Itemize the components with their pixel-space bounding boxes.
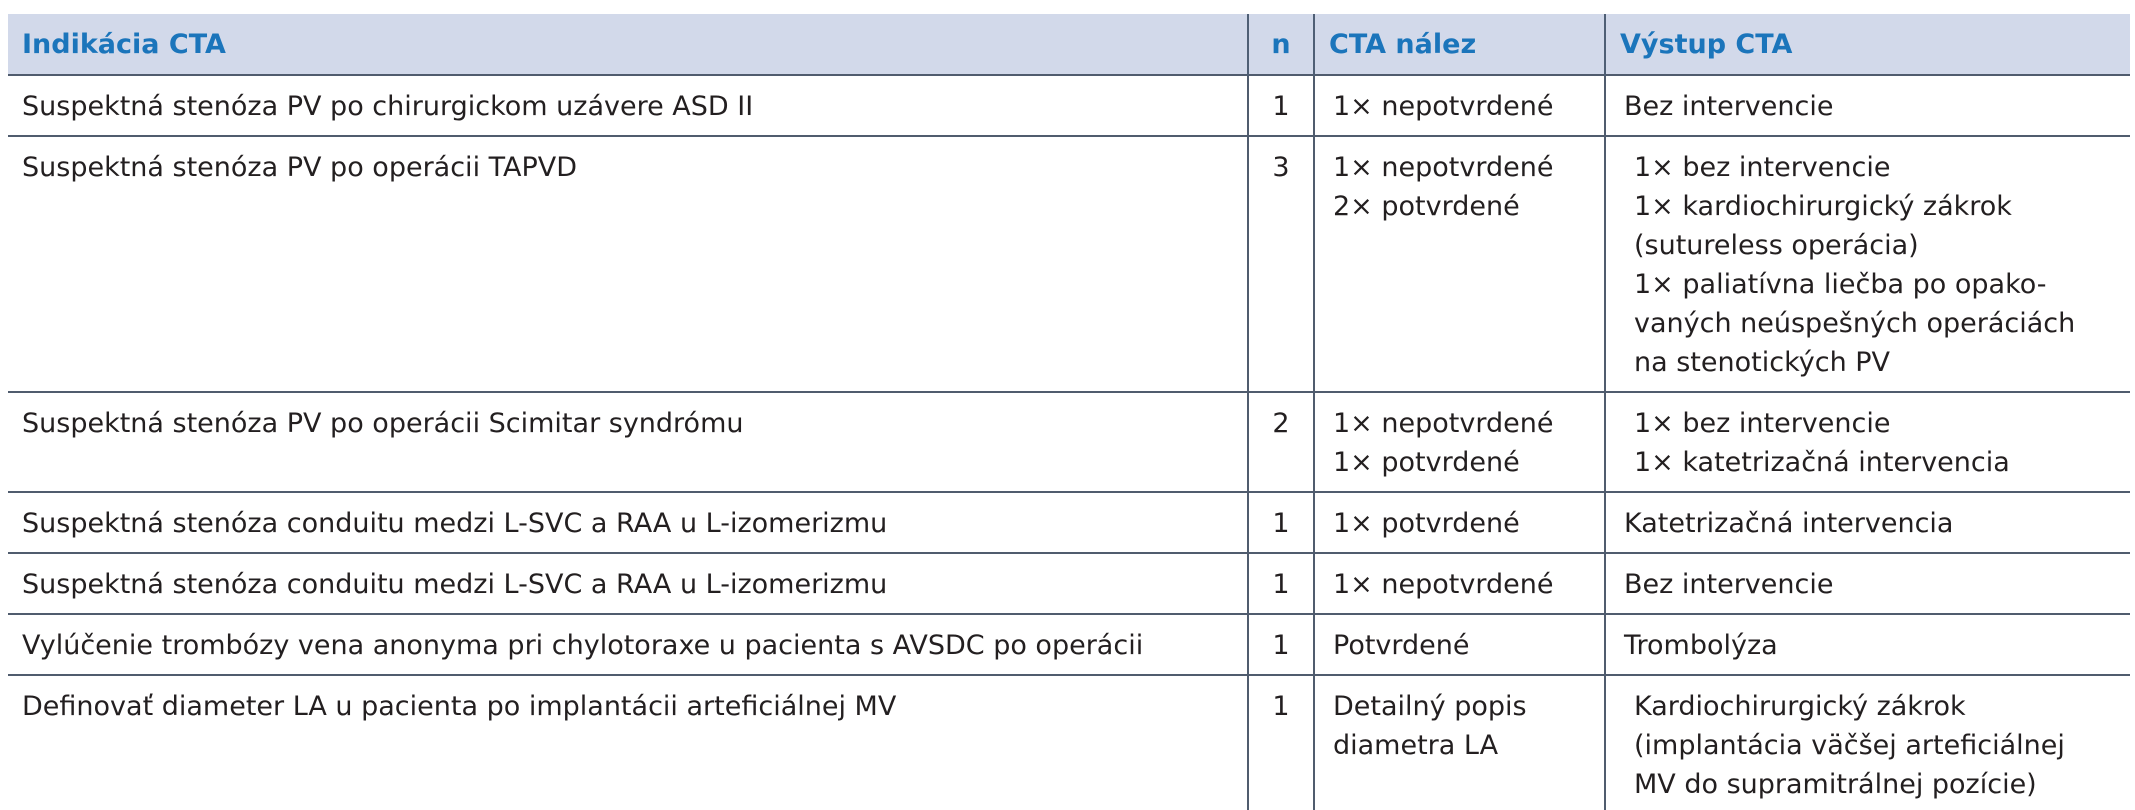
output-line: na stenotických PV xyxy=(1634,347,1891,378)
cell-finding xyxy=(1314,492,1605,553)
output-line: 1× bez intervencie xyxy=(1634,152,1891,183)
finding-line: Detailný popis xyxy=(1333,691,1527,722)
cell-indication: Suspektná stenóza PV po operácii TAPVD xyxy=(8,136,1248,392)
cell-indication: Vylúčenie trombózy vena anonyma pri chylotoraxe u pacienta s AVSDC po operácii xyxy=(8,614,1248,675)
table-row xyxy=(8,553,2130,614)
table-row xyxy=(8,392,2130,492)
output-line: 1× paliatívna liečba po opako- xyxy=(1634,269,2047,300)
cell-indication: Definovať diameter LA u pacienta po implantácii arteficiálnej MV xyxy=(8,675,1248,810)
output-line: MV do supramitrálnej pozície) xyxy=(1634,769,2037,800)
cell-indication: Suspektná stenóza conduitu medzi L-SVC a RAA u L-izomerizmu xyxy=(8,492,1248,553)
table-row xyxy=(8,136,2130,392)
output-line: 1× bez intervencie xyxy=(1634,408,1891,439)
table-header xyxy=(8,14,2130,75)
finding-line: 2× potvrdené xyxy=(1333,191,1520,222)
cell-n: 2 xyxy=(1248,392,1314,492)
cell-finding xyxy=(1314,553,1605,614)
output-line: (sutureless operácia) xyxy=(1634,230,1919,261)
cell-n: 3 xyxy=(1248,136,1314,392)
cell-finding xyxy=(1314,136,1605,392)
finding-line: 1× nepotvrdené xyxy=(1333,152,1554,183)
output-line: Katetrizačná intervencia xyxy=(1624,508,1954,539)
output-line: 1× katetrizačná intervencia xyxy=(1634,447,2010,478)
table-row xyxy=(8,614,2130,675)
cell-output xyxy=(1605,492,2130,553)
finding-line: 1× potvrdené xyxy=(1333,447,1520,478)
cell-indication: Suspektná stenóza conduitu medzi L-SVC a RAA u L-izomerizmu xyxy=(8,553,1248,614)
table-row xyxy=(8,75,2130,136)
output-line: Bez intervencie xyxy=(1624,569,1834,600)
header-finding: CTA nález xyxy=(1314,14,1605,75)
cell-n: 1 xyxy=(1248,614,1314,675)
finding-line: diametra LA xyxy=(1333,730,1499,761)
cell-output xyxy=(1605,553,2130,614)
cell-output xyxy=(1605,392,2130,492)
header-n: n xyxy=(1248,14,1314,75)
header-output: Výstup CTA xyxy=(1620,28,1793,60)
output-line: vaných neúspešných operáciách xyxy=(1634,308,2076,339)
cell-finding xyxy=(1314,675,1605,810)
cell-n: 1 xyxy=(1248,75,1314,136)
output-line: Bez intervencie xyxy=(1624,91,1834,122)
output-line: (implantácia väčšej arteficiálnej xyxy=(1634,730,2065,761)
cell-finding xyxy=(1314,75,1605,136)
cell-finding xyxy=(1314,392,1605,492)
finding-line: 1× nepotvrdené xyxy=(1333,91,1554,122)
table-body xyxy=(8,75,2130,810)
cell-output xyxy=(1605,614,2130,675)
cell-n: 1 xyxy=(1248,492,1314,553)
cell-indication: Suspektná stenóza PV po chirurgickom uzávere ASD II xyxy=(8,75,1248,136)
cell-output xyxy=(1605,675,2130,810)
output-line: Trombolýza xyxy=(1624,630,1778,661)
cell-n: 1 xyxy=(1248,553,1314,614)
header-row xyxy=(8,14,2130,75)
cta-indications-table xyxy=(8,14,2130,810)
header-indication: Indikácia CTA xyxy=(8,14,1248,75)
table-row xyxy=(8,492,2130,553)
output-line: Kardiochirurgický zákrok xyxy=(1634,691,1966,722)
cell-indication: Suspektná stenóza PV po operácii Scimitar syndrómu xyxy=(8,392,1248,492)
cell-n: 1 xyxy=(1248,675,1314,810)
finding-line: 1× nepotvrdené xyxy=(1333,408,1554,439)
finding-line: Potvrdené xyxy=(1333,630,1470,661)
finding-line: 1× nepotvrdené xyxy=(1333,569,1554,600)
finding-line: 1× potvrdené xyxy=(1333,508,1520,539)
cell-finding xyxy=(1314,614,1605,675)
table-row xyxy=(8,675,2130,810)
output-line: 1× kardiochirurgický zákrok xyxy=(1634,191,2012,222)
cell-output xyxy=(1605,136,2130,392)
cell-output xyxy=(1605,75,2130,136)
